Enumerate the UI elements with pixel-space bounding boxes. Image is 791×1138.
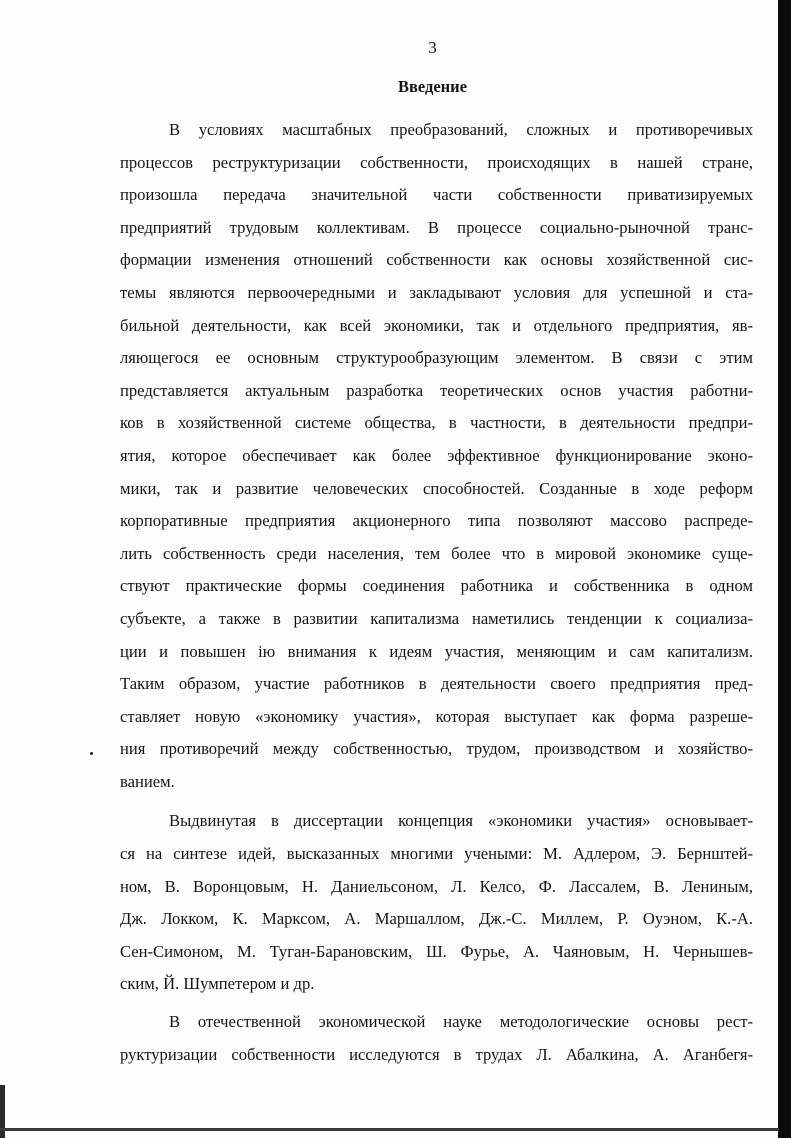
scan-border-bottom (0, 1128, 779, 1131)
text-line: ятия, которое обеспечивает как более эффективное функционирование эконо- (120, 445, 753, 465)
text-line: ции и повышен ію внимания к идеям участия, меняющим и сам капитализм. (120, 641, 753, 661)
text-line: формации изменения отношений собственности как основы хозяйственной сис- (120, 250, 753, 270)
paragraph-1 (120, 114, 753, 798)
text-line: Таким образом, участие работников в деятельности своего предприятия пред- (120, 674, 753, 694)
text-line: лить собственность среди населения, тем более что в мировой экономике суще- (120, 543, 753, 563)
paragraph-3 (120, 1006, 753, 1071)
text-line: Дж. Локком, К. Марксом, А. Маршаллом, Дж.-С. Миллем, Р. Оуэном, К.-А. (120, 909, 753, 929)
text-line: ским, Й. Шумпетером и др. (120, 974, 315, 994)
text-line: субъекте, а также в развитии капитализма наметились тенденции к социализа- (120, 608, 753, 628)
page-number: 3 (428, 38, 437, 57)
text-line: В отечественной экономической науке методологические основы рест- (169, 1012, 753, 1032)
text-line: ков в хозяйственной системе общества, в частности, в деятельности предпри- (120, 413, 753, 433)
text-line: ставляет новую «экономику участия», которая выступает как форма разреше- (120, 706, 753, 726)
text-line: Сен-Симоном, М. Туган-Барановским, Ш. Фурье, А. Чаяновым, Н. Чернышев- (120, 941, 753, 961)
text-line: предприятий трудовым коллективам. В процессе социально-рыночной транс- (120, 217, 753, 237)
paragraph-2 (120, 805, 753, 1001)
text-line: Выдвинутая в диссертации концепция «экономики участия» основывает- (169, 811, 753, 831)
text-line: ляющегося ее основным структурообразующим элементом. В связи с этим (120, 348, 753, 368)
text-line: руктуризации собственности исследуются в трудах Л. Абалкина, А. Аганбегя- (120, 1044, 753, 1064)
body-text (120, 114, 753, 1071)
text-line: ном, В. Воронцовым, Н. Даниельсоном, Л. Келсо, Ф. Лассалем, В. Лениным, (120, 876, 753, 896)
text-line: ванием. (120, 771, 175, 791)
text-line: корпоративные предприятия акционерного типа позволяют массово распреде- (120, 511, 753, 531)
text-line: представляется актуальным разработка теоретических основ участия работни- (120, 380, 753, 400)
text-line: бильной деятельности, как всей экономики, так и отдельного предприятия, яв- (120, 315, 753, 335)
text-line: ния противоречий между собственностью, трудом, производством и хозяйство- (120, 739, 753, 759)
text-line: мики, так и развитие человеческих способностей. Созданные в ходе реформ (120, 478, 753, 498)
text-line: процессов реструктуризации собственности, происходящих в нашей стране, (120, 152, 753, 172)
scan-border-right (778, 0, 791, 1138)
text-line: темы являются первоочередными и закладывают условия для успешной и ста- (120, 282, 753, 302)
text-line: ся на синтезе идей, высказанных многими учеными: М. Адлером, Э. Бернштей- (120, 844, 753, 864)
text-line: произошла передача значительной части собственности приватизируемых (120, 185, 753, 205)
text-line: В условиях масштабных преобразований, сложных и противоречивых (169, 120, 753, 139)
scan-speck (90, 752, 93, 755)
section-heading: Введение (397, 77, 468, 96)
text-line: ствуют практические формы соединения работника и собственника в одном (120, 576, 753, 596)
